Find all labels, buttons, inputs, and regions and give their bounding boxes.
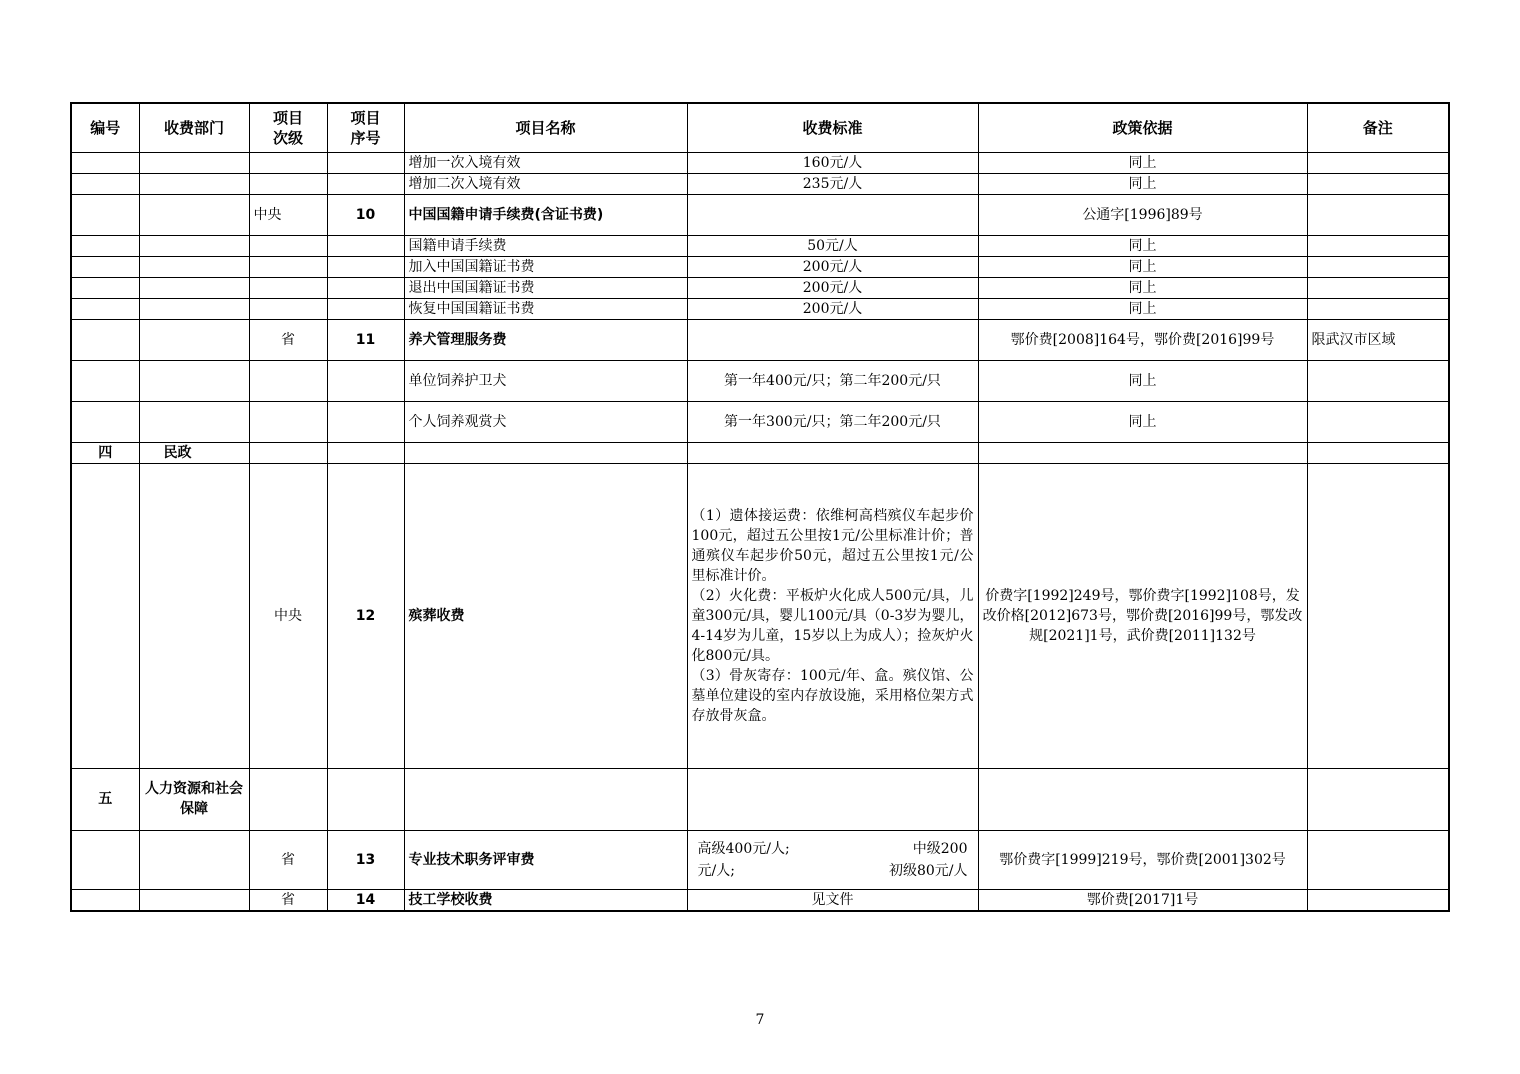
table-row	[71, 152, 1449, 173]
header-policy: 政策依据	[978, 103, 1307, 152]
cell-standard: 160元/人	[687, 152, 978, 173]
header-seq: 项目 序号	[327, 103, 404, 152]
cell-policy: 鄂价费[2008]164号，鄂价费[2016]99号	[978, 319, 1307, 360]
cell-policy: 同上	[978, 173, 1307, 194]
cell-standard: 见文件	[687, 889, 978, 911]
table-row	[71, 194, 1449, 235]
header-dept: 收费部门	[139, 103, 249, 152]
cell-seq	[327, 235, 404, 256]
cell-seq	[327, 442, 404, 463]
cell-policy: 同上	[978, 298, 1307, 319]
cell-seq	[327, 173, 404, 194]
cell-seq	[327, 768, 404, 830]
cell-policy: 同上	[978, 256, 1307, 277]
cell-standard	[687, 442, 978, 463]
header-row	[71, 103, 1449, 152]
cell-level: 省	[249, 830, 327, 889]
cell-note	[1307, 401, 1449, 442]
cell-standard: 50元/人	[687, 235, 978, 256]
header-note: 备注	[1307, 103, 1449, 152]
cell-name: 增加二次入境有效	[404, 173, 687, 194]
cell-code: 四	[71, 442, 139, 463]
cell-standard: 第一年300元/只；第二年200元/只	[687, 401, 978, 442]
table-row	[71, 319, 1449, 360]
cell-name: 技工学校收费	[404, 889, 687, 911]
cell-dept	[139, 173, 249, 194]
cell-policy: 鄂价费[2017]1号	[978, 889, 1307, 911]
cell-dept	[139, 401, 249, 442]
page-number: 7	[755, 1012, 765, 1028]
cell-seq: 12	[327, 463, 404, 768]
cell-name: 退出中国国籍证书费	[404, 277, 687, 298]
cell-code	[71, 194, 139, 235]
cell-policy: 鄂价费字[1999]219号，鄂价费[2001]302号	[978, 830, 1307, 889]
cell-standard	[687, 194, 978, 235]
cell-standard: （1）遗体接运费：依维柯高档殡仪车起步价100元，超过五公里按1元/公里标准计价；普通殡仪车起步价50元，超过五公里按1元/公里标准计价。 （2）火化费：平板炉火化成人500元/具，儿童300元/具，婴儿100元/具（0-3岁为婴儿，4-14岁为儿童，15岁以上为成人）；捡灰炉火化800元/具。 （3）骨灰寄存：100元/年、盒。殡仪馆、公墓单位建设的室内存放设施，采用格位架方式存放骨灰盒。	[687, 463, 978, 768]
cell-policy	[978, 442, 1307, 463]
cell-note	[1307, 194, 1449, 235]
cell-code	[71, 360, 139, 401]
standard-intermediate: 中级200	[912, 840, 968, 857]
cell-standard: 第一年400元/只；第二年200元/只	[687, 360, 978, 401]
cell-seq	[327, 401, 404, 442]
cell-seq: 11	[327, 319, 404, 360]
table-row	[71, 173, 1449, 194]
cell-note	[1307, 152, 1449, 173]
cell-policy: 同上	[978, 401, 1307, 442]
cell-dept	[139, 360, 249, 401]
cell-level	[249, 768, 327, 830]
cell-dept	[139, 319, 249, 360]
cell-name: 殡葬收费	[404, 463, 687, 768]
cell-dept	[139, 194, 249, 235]
cell-code	[71, 235, 139, 256]
table-row	[71, 360, 1449, 401]
cell-name: 增加一次入境有效	[404, 152, 687, 173]
cell-standard: 200元/人	[687, 277, 978, 298]
cell-note	[1307, 173, 1449, 194]
cell-name	[404, 768, 687, 830]
cell-code	[71, 173, 139, 194]
cell-standard: 200元/人	[687, 256, 978, 277]
cell-level	[249, 298, 327, 319]
cell-name: 专业技术职务评审费	[404, 830, 687, 889]
cell-level	[249, 152, 327, 173]
header-level: 项目 次级	[249, 103, 327, 152]
standard-split	[698, 838, 968, 882]
cell-note	[1307, 277, 1449, 298]
cell-code	[71, 463, 139, 768]
cell-seq	[327, 360, 404, 401]
cell-note	[1307, 830, 1449, 889]
table-row	[71, 277, 1449, 298]
table-row	[71, 256, 1449, 277]
cell-level: 中央	[249, 194, 327, 235]
cell-name: 中国国籍申请手续费(含证书费)	[404, 194, 687, 235]
cell-code	[71, 298, 139, 319]
cell-code	[71, 830, 139, 889]
cell-dept	[139, 889, 249, 911]
cell-policy	[978, 768, 1307, 830]
cell-dept	[139, 256, 249, 277]
cell-standard	[687, 830, 978, 889]
standard-intermediate-unit: 元/人;	[697, 862, 735, 879]
cell-policy: 价费字[1992]249号，鄂价费字[1992]108号，发改价格[2012]673号，鄂价费[2016]99号，鄂发改规[2021]1号，武价费[2011]132号	[978, 463, 1307, 768]
cell-level: 省	[249, 889, 327, 911]
cell-dept	[139, 463, 249, 768]
cell-code	[71, 277, 139, 298]
cell-dept	[139, 298, 249, 319]
cell-dept: 民政	[139, 442, 249, 463]
cell-dept: 人力资源和社会保障	[139, 768, 249, 830]
cell-level	[249, 256, 327, 277]
cell-policy: 公通字[1996]89号	[978, 194, 1307, 235]
cell-code	[71, 256, 139, 277]
cell-standard: 235元/人	[687, 173, 978, 194]
cell-name	[404, 442, 687, 463]
cell-note	[1307, 298, 1449, 319]
cell-code	[71, 401, 139, 442]
cell-code	[71, 889, 139, 911]
table-row	[71, 889, 1449, 911]
cell-policy: 同上	[978, 277, 1307, 298]
table-row	[71, 830, 1449, 889]
cell-level	[249, 442, 327, 463]
cell-note	[1307, 235, 1449, 256]
header-code: 编号	[71, 103, 139, 152]
header-standard: 收费标准	[687, 103, 978, 152]
fee-table	[70, 102, 1450, 912]
section-row	[71, 768, 1449, 830]
cell-name: 个人饲养观赏犬	[404, 401, 687, 442]
cell-dept	[139, 830, 249, 889]
cell-seq: 10	[327, 194, 404, 235]
cell-code	[71, 152, 139, 173]
standard-senior: 高级400元/人;	[697, 840, 790, 857]
cell-standard	[687, 768, 978, 830]
cell-standard: 200元/人	[687, 298, 978, 319]
cell-note: 限武汉市区域	[1307, 319, 1449, 360]
cell-code: 五	[71, 768, 139, 830]
cell-note	[1307, 360, 1449, 401]
cell-dept	[139, 235, 249, 256]
cell-policy: 同上	[978, 152, 1307, 173]
table-row	[71, 401, 1449, 442]
cell-note	[1307, 463, 1449, 768]
cell-name: 养犬管理服务费	[404, 319, 687, 360]
table-row	[71, 235, 1449, 256]
cell-seq	[327, 152, 404, 173]
cell-standard	[687, 319, 978, 360]
cell-level: 中央	[249, 463, 327, 768]
cell-dept	[139, 277, 249, 298]
cell-name: 单位饲养护卫犬	[404, 360, 687, 401]
cell-policy: 同上	[978, 235, 1307, 256]
cell-seq	[327, 256, 404, 277]
cell-seq: 14	[327, 889, 404, 911]
cell-seq	[327, 277, 404, 298]
cell-level: 省	[249, 319, 327, 360]
standard-junior: 初级80元/人	[888, 862, 968, 879]
table-row	[71, 298, 1449, 319]
cell-name: 恢复中国国籍证书费	[404, 298, 687, 319]
cell-level	[249, 173, 327, 194]
cell-name: 国籍申请手续费	[404, 235, 687, 256]
cell-level	[249, 360, 327, 401]
cell-note	[1307, 889, 1449, 911]
cell-name: 加入中国国籍证书费	[404, 256, 687, 277]
header-name: 项目名称	[404, 103, 687, 152]
cell-code	[71, 319, 139, 360]
cell-dept	[139, 152, 249, 173]
cell-note	[1307, 442, 1449, 463]
cell-policy: 同上	[978, 360, 1307, 401]
cell-seq	[327, 298, 404, 319]
cell-note	[1307, 768, 1449, 830]
cell-level	[249, 235, 327, 256]
section-row	[71, 442, 1449, 463]
cell-level	[249, 277, 327, 298]
table-row	[71, 463, 1449, 768]
cell-seq: 13	[327, 830, 404, 889]
cell-note	[1307, 256, 1449, 277]
cell-level	[249, 401, 327, 442]
